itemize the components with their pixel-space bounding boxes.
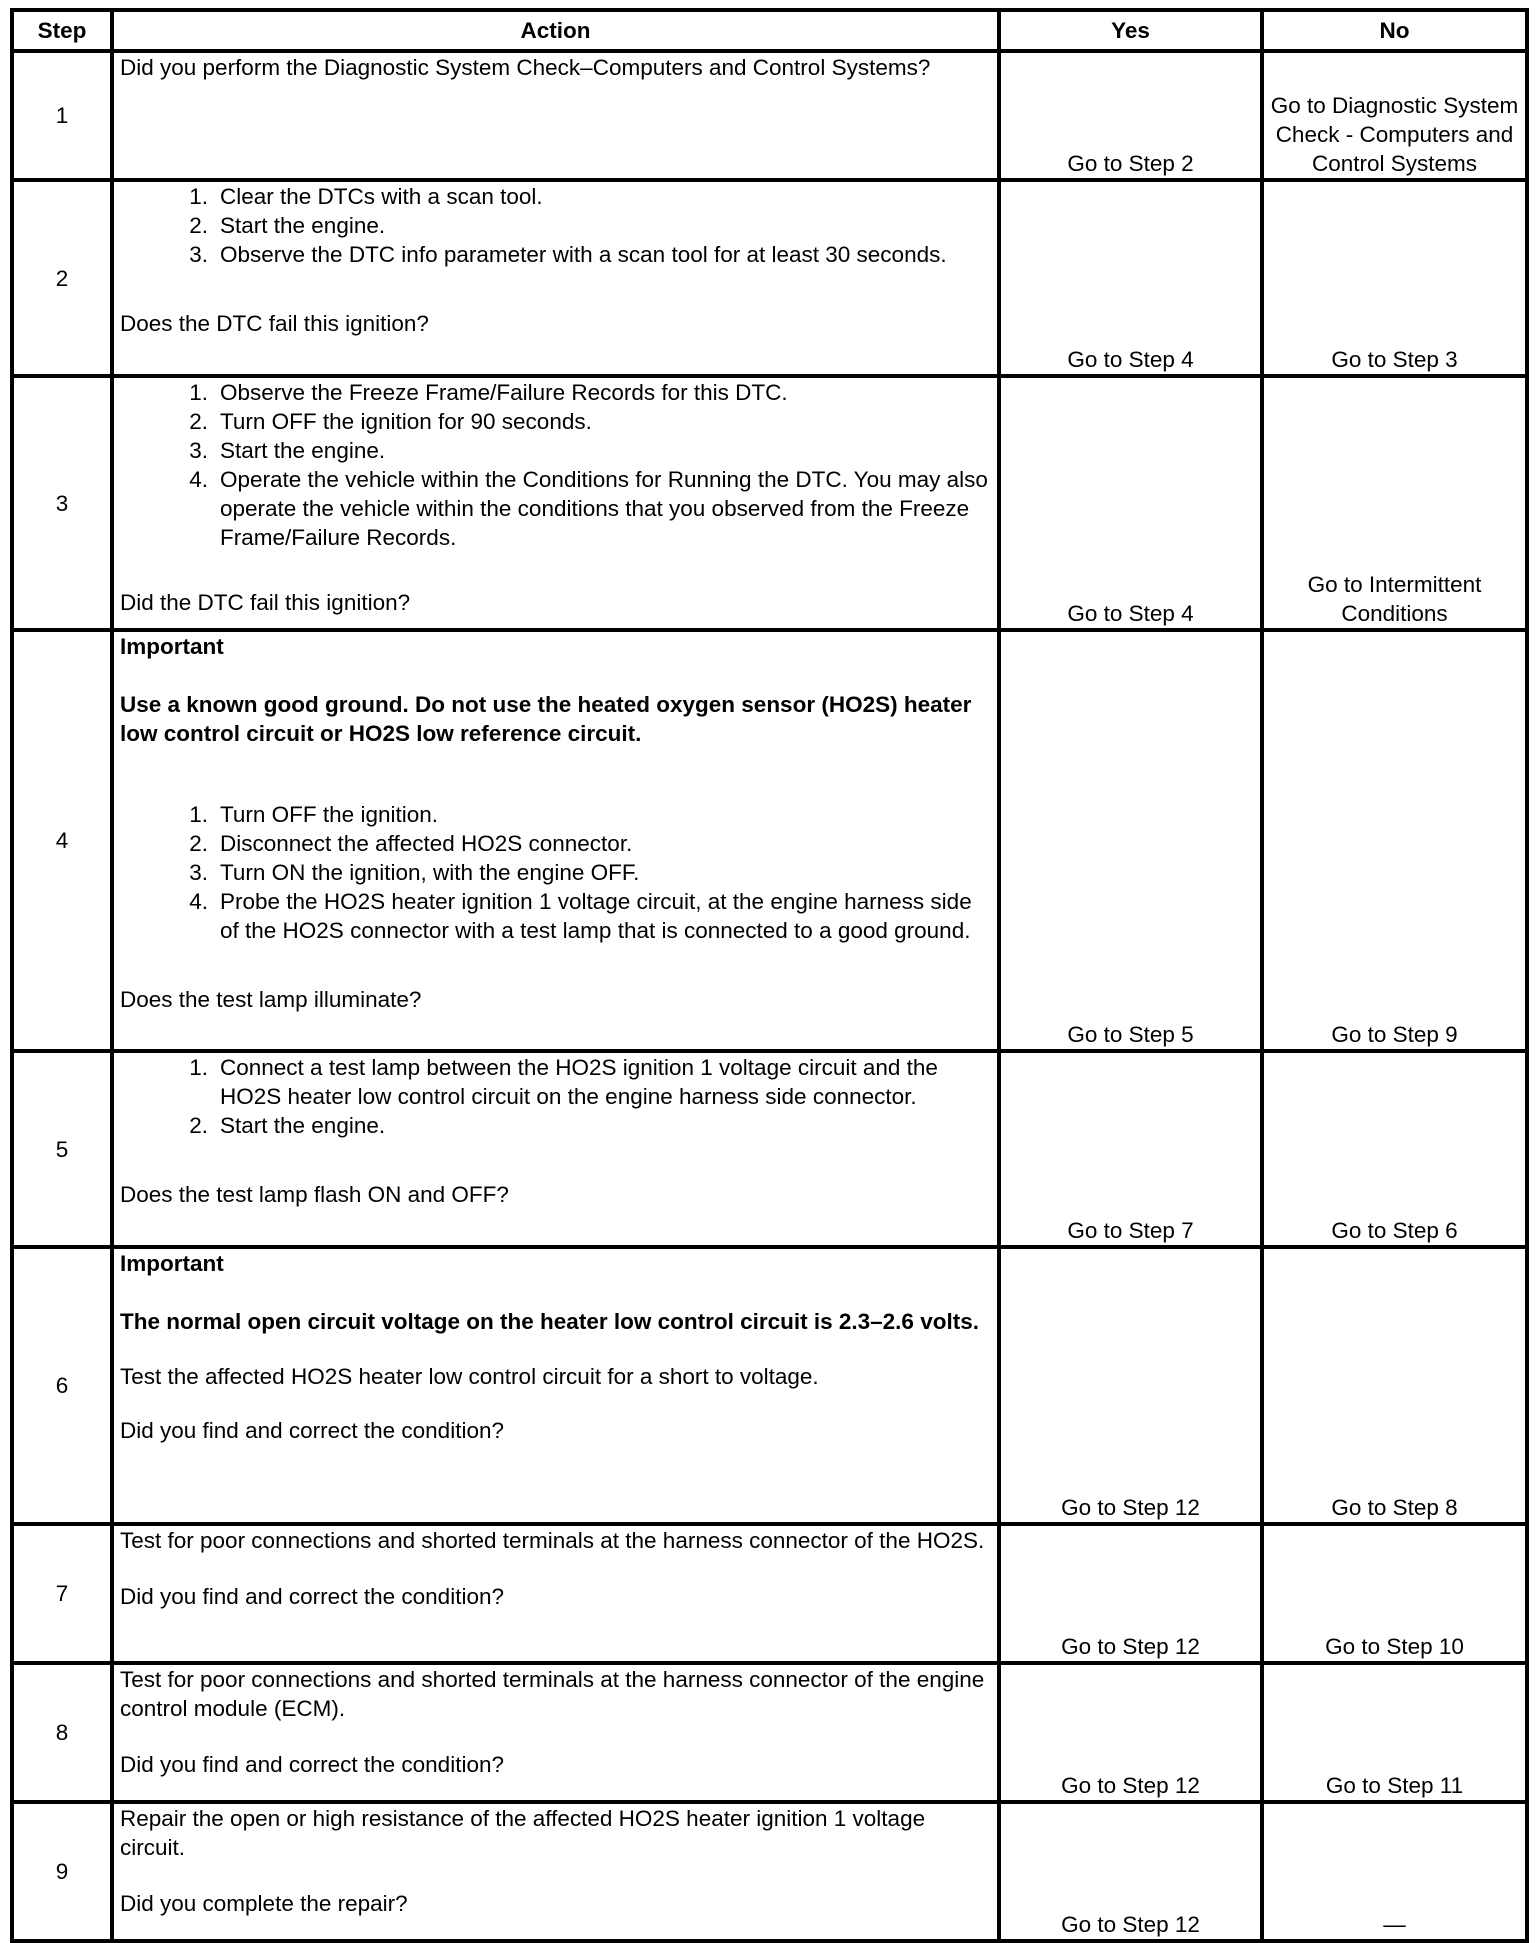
list-item: 2. Start the engine. — [189, 213, 386, 238]
action-cell — [112, 1802, 999, 1941]
list-item: 4. Operate the vehicle within the Conditions for Running the DTC. You may also operate the vehicle within the conditions that you observed from the Freeze Frame/Failure Records. — [189, 467, 988, 550]
action-instruction: Repair the open or high resistance of the affected HO2S heater ignition 1 voltage circuit. — [120, 1806, 926, 1860]
step-number: 7 — [12, 1524, 112, 1663]
action-steps-list — [120, 800, 991, 945]
action-question: Did you find and correct the condition? — [120, 1418, 504, 1443]
important-heading: Important — [120, 634, 224, 659]
action-cell — [112, 1663, 999, 1802]
yes-cell: Go to Step 12 — [999, 1247, 1262, 1524]
action-question: Did you complete the repair? — [120, 1891, 408, 1916]
yes-cell: Go to Step 12 — [999, 1663, 1262, 1802]
yes-cell: Go to Step 12 — [999, 1524, 1262, 1663]
no-cell: Go to Diagnostic System Check - Computers and Control Systems — [1262, 51, 1527, 180]
yes-cell: Go to Step 5 — [999, 630, 1262, 1051]
list-item: 1. Observe the Freeze Frame/Failure Records for this DTC. — [189, 380, 788, 405]
action-question: Did you find and correct the condition? — [120, 1752, 504, 1777]
table-row-step-9 — [12, 1802, 1527, 1941]
action-steps-list — [120, 182, 991, 269]
no-cell: Go to Step 10 — [1262, 1524, 1527, 1663]
step-number: 5 — [12, 1051, 112, 1247]
list-item: 2. Start the engine. — [189, 1113, 386, 1138]
table-row-step-5 — [12, 1051, 1527, 1247]
list-item: 4. Probe the HO2S heater ignition 1 voltage circuit, at the engine harness side of the HO2S connector with a test lamp that is connected to a good ground. — [189, 889, 972, 943]
table-row-step-4 — [12, 630, 1527, 1051]
step-number: 3 — [12, 376, 112, 630]
action-question: Does the test lamp flash ON and OFF? — [120, 1182, 509, 1207]
table-row-step-2 — [12, 180, 1527, 376]
header-row — [12, 10, 1527, 51]
action-instruction: Test the affected HO2S heater low control circuit for a short to voltage. — [120, 1364, 819, 1389]
action-question: Does the DTC fail this ignition? — [120, 311, 429, 336]
step-number: 1 — [12, 51, 112, 180]
action-cell — [112, 1051, 999, 1247]
header-no: No — [1262, 10, 1527, 51]
list-item: 1. Connect a test lamp between the HO2S ignition 1 voltage circuit and the HO2S heater low control circuit on the engine harness side connector. — [189, 1055, 938, 1109]
yes-cell: Go to Step 12 — [999, 1802, 1262, 1941]
header-action: Action — [112, 10, 999, 51]
step-number: 2 — [12, 180, 112, 376]
yes-cell: Go to Step 4 — [999, 180, 1262, 376]
list-item: 2. Disconnect the affected HO2S connector. — [189, 831, 633, 856]
list-item: 3. Start the engine. — [189, 438, 386, 463]
no-cell: Go to Step 8 — [1262, 1247, 1527, 1524]
no-cell: Go to Step 6 — [1262, 1051, 1527, 1247]
yes-cell: Go to Step 2 — [999, 51, 1262, 180]
action-instruction: Test for poor connections and shorted terminals at the harness connector of the engine control module (ECM). — [120, 1667, 985, 1721]
no-cell: Go to Intermittent Conditions — [1262, 376, 1527, 630]
step-number: 9 — [12, 1802, 112, 1941]
table-row-step-3 — [12, 376, 1527, 630]
header-yes: Yes — [999, 10, 1262, 51]
diagnostic-table — [10, 8, 1529, 1943]
action-cell — [112, 1247, 999, 1524]
no-cell: Go to Step 3 — [1262, 180, 1527, 376]
table-row-step-7 — [12, 1524, 1527, 1663]
action-steps-list — [120, 378, 991, 552]
no-cell: Go to Step 11 — [1262, 1663, 1527, 1802]
action-question: Did you perform the Diagnostic System Check–Computers and Control Systems? — [120, 55, 931, 80]
no-cell: — — [1262, 1802, 1527, 1941]
list-item: 2. Turn OFF the ignition for 90 seconds. — [189, 409, 592, 434]
action-cell — [112, 1524, 999, 1663]
yes-cell: Go to Step 4 — [999, 376, 1262, 630]
list-item: 1. Clear the DTCs with a scan tool. — [189, 184, 543, 209]
action-question: Does the test lamp illuminate? — [120, 987, 422, 1012]
action-cell — [112, 376, 999, 630]
diagnostic-table-container — [10, 8, 1529, 1943]
table-row-step-8 — [12, 1663, 1527, 1802]
action-question: Did you find and correct the condition? — [120, 1584, 504, 1609]
step-number: 6 — [12, 1247, 112, 1524]
action-steps-list — [120, 1053, 991, 1140]
yes-cell: Go to Step 7 — [999, 1051, 1262, 1247]
action-cell — [112, 180, 999, 376]
action-question: Did the DTC fail this ignition? — [120, 590, 411, 615]
action-cell — [112, 51, 999, 180]
list-item: 1. Turn OFF the ignition. — [189, 802, 439, 827]
table-row-step-6 — [12, 1247, 1527, 1524]
action-cell — [112, 630, 999, 1051]
action-instruction: Test for poor connections and shorted terminals at the harness connector of the HO2S. — [120, 1528, 985, 1553]
table-row-step-1 — [12, 51, 1527, 180]
header-step: Step — [12, 10, 112, 51]
list-item: 3. Observe the DTC info parameter with a scan tool for at least 30 seconds. — [189, 242, 947, 267]
no-cell: Go to Step 9 — [1262, 630, 1527, 1051]
important-note: The normal open circuit voltage on the heater low control circuit is 2.3–2.6 volts. — [120, 1309, 979, 1334]
step-number: 8 — [12, 1663, 112, 1802]
important-note: Use a known good ground. Do not use the heated oxygen sensor (HO2S) heater low control circuit or HO2S low reference circuit. — [120, 692, 972, 746]
important-heading: Important — [120, 1251, 224, 1276]
list-item: 3. Turn ON the ignition, with the engine OFF. — [189, 860, 640, 885]
step-number: 4 — [12, 630, 112, 1051]
